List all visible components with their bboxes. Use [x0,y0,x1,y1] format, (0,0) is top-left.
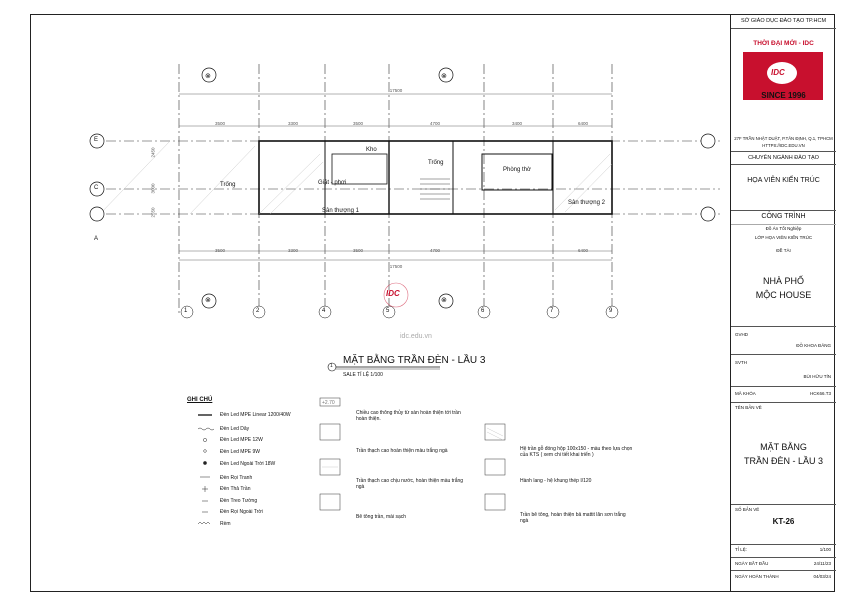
watermark-logo: IDC [386,289,400,298]
tb-project-sub-2: LỚP HỌA VIÊN KIẾN TRÚC [754,235,813,240]
dim-total-bottom: 17500 [389,264,403,269]
tb-scale-label: TỈ LỆ: [735,547,748,552]
dim-side-1: 2450 [150,147,156,158]
logo-text: IDC [771,68,785,77]
dim-bottom-1: 3500 [215,248,226,253]
grid-col-9: 9 [609,308,613,314]
grid-row-c: C [94,185,99,191]
tb-scale-value: 1/100 [819,547,831,552]
tb-drawing-name-label: TÊN BẢN VẼ [735,405,762,410]
room-label-giat-phoi: Giặt - phơi [318,180,347,186]
legend-note: Trần thạch cao chịu nước, hoàn thiện màu trắng ngà [356,478,464,490]
grid-row-e: E [94,137,99,143]
tb-topic-value-2: MỘC HOUSE [755,290,812,300]
tb-start-label: NGÀY BẮT ĐẦU [735,561,769,566]
legend-note: Hành lang - hệ khung thép I/120 [520,478,592,484]
legend-item: Đèn Treo Tường [220,498,258,504]
room-label-san-thuong-2: Sân thượng 2 [568,200,605,206]
tb-address-2: HTTPS://IDC.EDU.VN [762,143,805,148]
room-label-kho: Kho [366,147,377,153]
legend-item: Đèn Rọi Ngoài Trời [220,509,263,515]
legend-item: Đèn Led MPE 9W [220,449,261,455]
tb-major-value: HỌA VIÊN KIẾN TRÚC [747,177,820,184]
plan-scale: SALE TỈ LỆ 1/100 [343,372,383,378]
dim-side-2: 3000 [150,183,156,194]
dim-bottom-4: 4700 [430,248,441,253]
dim-top-2: 3300 [288,121,299,126]
tb-topic-label: ĐỀ TÀI [776,248,791,253]
room-label-phong-tho: Phòng thờ [503,167,531,173]
grid-col-5: 5 [386,308,390,314]
tb-topic-value-1: NHÀ PHỐ [762,276,804,286]
tb-svth-value: BÙI HỮU TÍN [803,374,831,379]
room-label-trong-2: Trống [428,160,444,166]
title-block [730,14,835,592]
tb-gvhd-label: GVHD [735,332,749,337]
dim-top-4: 4700 [430,121,441,126]
tb-gvhd-value: ĐỖ KHOA ĐĂNG [796,343,831,348]
dim-side-3: 2550 [150,207,156,218]
room-label-san-thuong-1: Sân thượng 1 [322,208,359,214]
legend-note: Trần thạch cao hoàn thiện màu trắng ngà [356,448,448,454]
legend-note: Bê tông trần, mài sạch [356,514,407,520]
legend-item: Đèn Thả Trần [220,486,251,492]
grid-col-4: 4 [322,308,326,314]
dim-top-3: 3500 [353,121,364,126]
tb-start-value: 24/11/23 [813,561,831,566]
tb-authority: SỞ GIÁO DỤC ĐÀO TẠO TP.HCM [740,18,827,24]
legend-note-tag: +2.70 [322,400,335,406]
legend-item: Đèn Led MPE Linear 1200/40W [220,412,291,418]
tb-course-value: HCK66.T3 [809,391,831,396]
dim-top-1: 3500 [215,121,226,126]
legend-note: Hệ trần gỗ đóng hộp 100x150 - màu theo lựa chọn của KTS ( xem chi tiết khai triển ) [520,446,633,458]
grid-bubble-top-1: ⊗ [205,73,211,80]
dim-bottom-2: 3300 [288,248,299,253]
plan-title: MẶT BẰNG TRẦN ĐÈN - LẦU 3 [343,355,486,366]
dim-bottom-3: 3500 [353,248,364,253]
legend-item: Đèn Led Dây [220,426,250,432]
tb-school-name: THỜI ĐẠI MỚI - IDC [753,40,814,47]
legend-note: Chiều cao thông thủy từ sàn hoàn thiện tới trần hoàn thiện. [356,410,461,422]
legend-heading: GHI CHÚ [187,397,213,403]
tb-drawing-name-2: TRẦN ĐÈN - LẦU 3 [743,456,823,466]
tb-sheet-no-label: SỐ BẢN VẼ [735,507,760,512]
grid-bubble-top-2: ⊗ [441,73,447,80]
tb-since: SINCE 1996 [761,91,806,100]
tb-end-value: 04/03/24 [813,574,831,579]
title-number: 1 [330,363,333,369]
grid-col-2: 2 [256,308,260,314]
room-label-trong-1: Trống [220,182,236,188]
legend-item: Đèn Rọi Tranh [220,475,253,481]
ceiling-plan-drawing [30,14,730,592]
tb-project-sub-1: Đồ Án Tốt Nghiệp [765,226,802,231]
legend-note: Trần bê tông, hoàn thiện bả mattit lăn sơn trắng ngà [520,512,626,524]
legend-item: Đèn Led MPE 12W [220,437,263,443]
tb-svth-label: SVTH [735,360,748,365]
tb-drawing-name-1: MẶT BẰNG [760,442,807,452]
grid-col-1: 1 [184,308,188,314]
grid-col-6: 6 [481,308,485,314]
dim-top-5: 3400 [512,121,523,126]
tb-end-label: NGÀY HOÀN THÀNH [735,574,779,579]
tb-address-1: 27F TRẦN NHẬT DUẬT, P.TÂN ĐỊNH, Q.1, TPHCM [734,136,833,141]
tb-sheet-no-value: KT-26 [772,517,795,526]
dim-bottom-5: 6400 [578,248,589,253]
watermark-url: idc.edu.vn [400,333,432,340]
tb-major-label: CHUYÊN NGÀNH ĐÀO TẠO [748,155,819,161]
grid-bubble-bottom-2: ⊗ [441,297,447,304]
legend-item: Đèn Led Ngoài Trời 18W [220,461,276,467]
grid-row-a: A [94,236,99,242]
tb-course-label: MÃ KHÓA [735,391,756,396]
grid-col-7: 7 [550,308,554,314]
dim-top-6: 6400 [578,121,589,126]
dim-total-top: 17500 [389,88,403,93]
grid-bubble-bottom-1: ⊗ [205,297,211,304]
legend-item: Rèm [220,521,231,527]
tb-project-label: CÔNG TRÌNH [761,213,806,220]
